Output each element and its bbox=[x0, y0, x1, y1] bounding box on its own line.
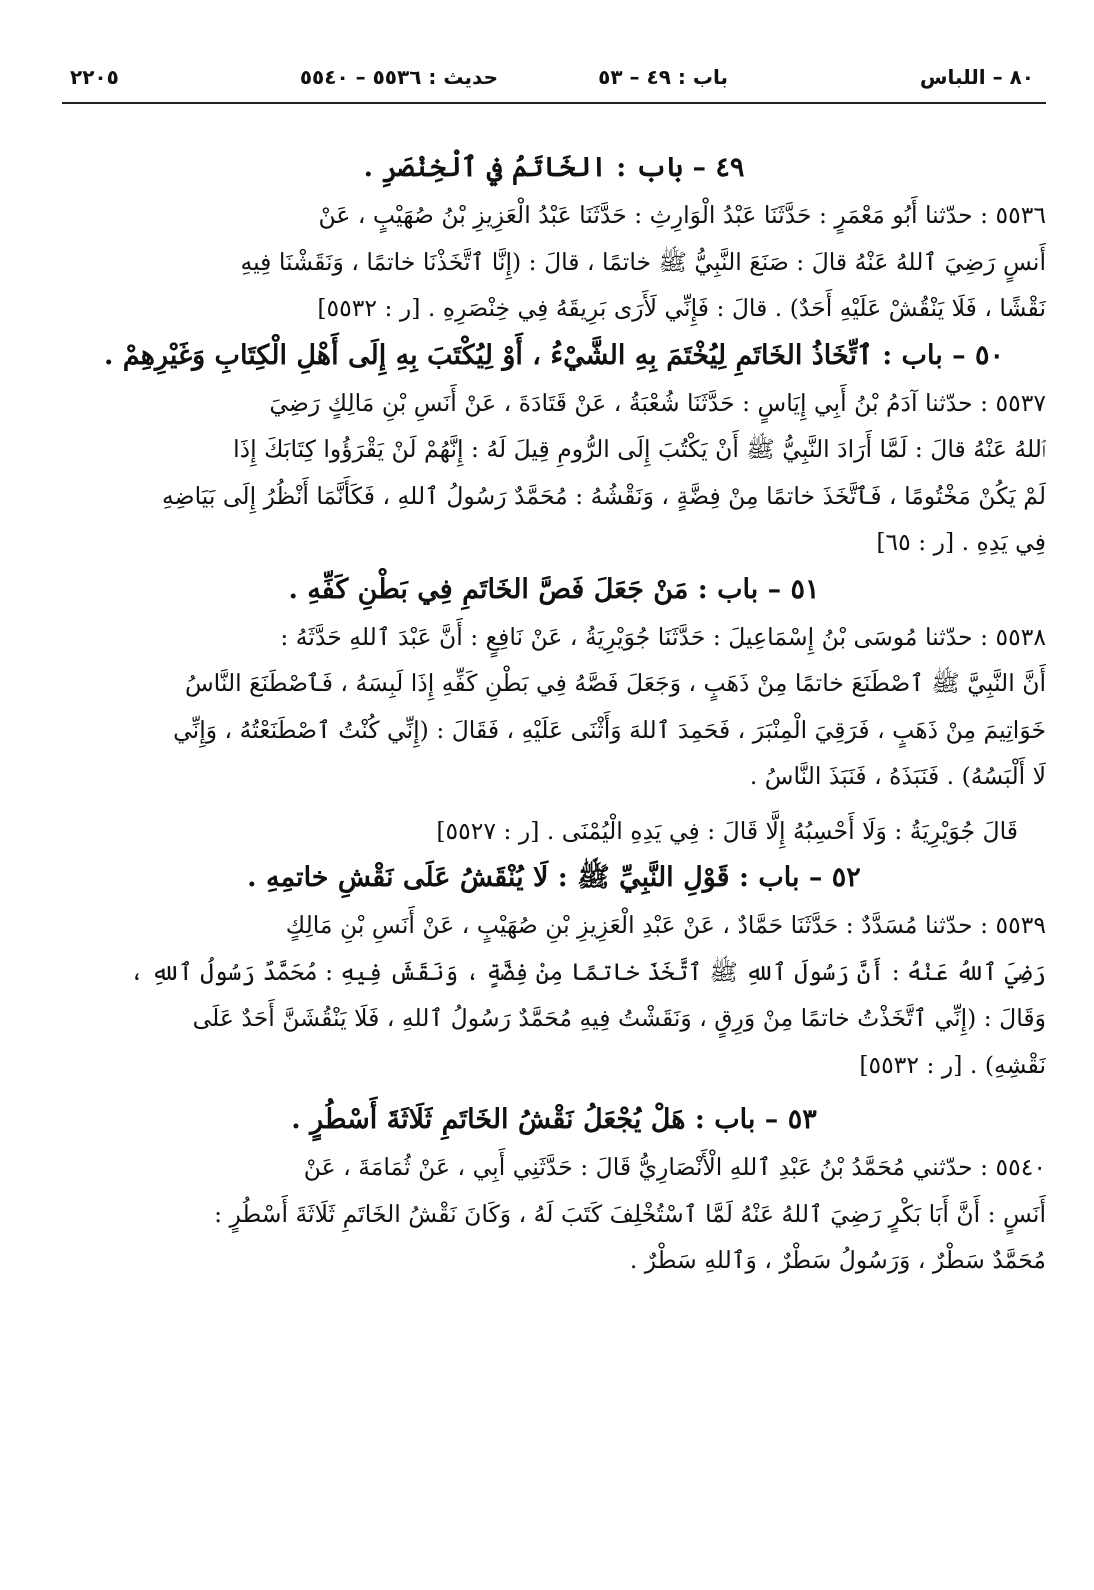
text-line: نَقْشِهِ) . [ر : ٥٥٣٢] bbox=[859, 1050, 1046, 1079]
page-body bbox=[62, 104, 1046, 1284]
text-line: لَمْ يَكُنْ مَخْتُومًا ، فَٱتَّخَذَ خاتمًا مِنْ فِضَّةٍ ، وَنَقْشُهُ : مُحَمَّدٌ رَسُولُ ٱللهِ ، فَكَأَنَّمَا أَنْظُرُ إِلَى بَيَاضِهِ bbox=[162, 481, 1046, 510]
text-line: لَا أَلْبَسُهُ) . فَنَبَذَهُ ، فَنَبَذَ النَّاسُ . bbox=[749, 762, 1046, 790]
header-hadith-range: حديث : ٥٥٣٦ – ٥٥٤٠ bbox=[299, 65, 498, 89]
running-header bbox=[62, 58, 1046, 104]
text-line: نَقْشًا ، فَلَا يَنْقُشْ عَلَيْهِ أَحَدٌ) . قالَ : فَإِنِّي لَأَرَى بَرِيقَهُ فِي خِنْصَرِهِ . [ر : ٥٥٣٢] bbox=[317, 294, 1046, 322]
text-line: أَنسٍ رَضِيَ ٱللهُ عَنْهُ قالَ : صَنَعَ النَّبِيُّ ﷺ خاتمًا ، قالَ : (إِنَّا ٱتَّخَذْنَا خاتمًا ، وَنَقَشْنَا فِيهِ bbox=[240, 247, 1046, 276]
header-chapter-range: باب : ٤٩ – ٥٣ bbox=[598, 65, 728, 89]
chapter-heading-53: ٥٣ – باب : هَلْ يُجْعَلُ نَقْشُ الخَاتَمِ ثَلَاثَةَ أَسْطُرٍ . bbox=[291, 1104, 817, 1135]
text-line: ٥٥٣٧ : حدّثنا آدَمُ بْنُ أَبِي إِيَاسٍ : حَدَّثَنَا شُعْبَةُ ، عَنْ قَتَادَةَ ، عَنْ أَنَسِ بْنِ مَالِكٍ رَضِيَ bbox=[269, 388, 1046, 417]
text-line: فِي يَدِهِ . [ر : ٦٥] bbox=[876, 528, 1046, 556]
text-line: رَضِيَ ٱللهُ عَنْهُ : أَنَّ رَسُولَ ٱللهِ ﷺ ٱتَّخَذَ خاتمًا مِنْ فِضَّةٍ ، وَنَقَشَ فِيهِ : مُحَمَّدٌ رَسُولُ ٱللهِ ، bbox=[130, 957, 1046, 986]
header-page-number: ٢٢٠٥ bbox=[70, 65, 119, 89]
text-line: قَالَ جُوَيْرِيَةُ : وَلَا أَحْسِبُهُ إِلَّا قَالَ : فِي يَدِهِ الْيُمْنَى . [ر : ٥٥٢٧] bbox=[436, 816, 1018, 845]
text-line: ٥٥٤٠ : حدّثني مُحَمَّدُ بْنُ عَبْدِ ٱللهِ الْأَنْصَارِيُّ قَالَ : حَدَّثَنِي أَبِي ، عَنْ ثُمَامَةَ ، عَنْ bbox=[303, 1153, 1046, 1181]
book-page bbox=[62, 58, 1046, 1284]
text-line: ٥٥٣٦ : حدّثنا أَبُو مَعْمَرٍ : حَدَّثَنَا عَبْدُ الْوَارِثِ : حَدَّثَنَا عَبْدُ الْعَزِيزِ بْنُ صُهَيْبٍ ، عَنْ bbox=[318, 201, 1046, 229]
text-line: أَنَسٍ : أَنَّ أَبَا بَكْرٍ رَضِيَ ٱللهُ عَنْهُ لَمَّا ٱسْتُخْلِفَ كَتَبَ لَهُ ، وَكَانَ نَقْشُ الخَاتَمِ ثَلَاثَةَ أَسْطُرٍ : bbox=[214, 1199, 1046, 1228]
text-line: ٥٥٣٩ : حدّثنا مُسَدَّدٌ : حَدَّثَنَا حَمَّادٌ ، عَنْ عَبْدِ الْعَزِيزِ بْنِ صُهَيْبٍ ، عَنْ أَنَسِ بْنِ مَالِكٍ bbox=[285, 911, 1046, 939]
text-line: ٱللهُ عَنْهُ قالَ : لَمَّا أَرَادَ النَّبِيُّ ﷺ أَنْ يَكْتُبَ إِلَى الرُّومِ قِيلَ لَهُ : إِنَّهُمْ لَنْ يَقْرَؤُوا كِتَابَكَ إِذَا bbox=[233, 435, 1046, 463]
text-line: مُحَمَّدٌ سَطْرٌ ، وَرَسُولُ سَطْرٌ ، وَٱللهِ سَطْرٌ . bbox=[629, 1246, 1046, 1274]
hadith-5540 bbox=[62, 1144, 1046, 1284]
chapter-heading-49: ٤٩ – باب : الخَاتَمُ في ٱلْخِنْصَرِ . bbox=[363, 152, 745, 183]
hadith-5536 bbox=[62, 192, 1046, 332]
text-line: خَوَاتِيمَ مِنْ ذَهَبٍ ، فَرَقِيَ الْمِنْبَرَ ، فَحَمِدَ ٱللهَ وَأَثْنَى عَلَيْهِ ، فَقَالَ : (إِنِّي كُنْتُ ٱصْطَنَعْتُهُ ، وَإِنِّي bbox=[173, 715, 1046, 744]
hadith-5538 bbox=[62, 614, 1046, 855]
chapter-heading-50: ٥٠ – باب : ٱتِّخَاذُ الخَاتَمِ لِيُخْتَمَ بِهِ الشَّيْءُ ، أَوْ لِيُكْتَبَ بِهِ إِلَى أَهْلِ الْكِتَابِ وَغَيْرِهِمْ . bbox=[103, 339, 1005, 371]
text-line: أَنَّ النَّبِيَّ ﷺ ٱصْطَنَعَ خاتمًا مِنْ ذَهَبٍ ، وَجَعَلَ فَصَّهُ فِي بَطْنِ كَفِّهِ إِذَا لَبِسَهُ ، فَٱصْطَنَعَ النَّاسُ bbox=[185, 669, 1046, 697]
text-line: ٥٥٣٨ : حدّثنا مُوسَى بْنُ إِسْمَاعِيلَ : حَدَّثَنَا جُوَيْرِيَةُ ، عَنْ نَافِعٍ : أَنَّ عَبْدَ ٱللهِ حَدَّثَهُ : bbox=[280, 622, 1046, 651]
chapter-heading-52: ٥٢ – باب : قَوْلِ النَّبِيِّ ﷺ : لَا يُنْقَشُ عَلَى نَقْشِ خاتمِهِ . bbox=[247, 862, 861, 893]
hadith-5539 bbox=[62, 902, 1046, 1088]
hadith-5537 bbox=[62, 380, 1046, 566]
header-book-title: ٨٠ – اللباس bbox=[919, 65, 1034, 89]
chapter-heading-51: ٥١ – باب : مَنْ جَعَلَ فَصَّ الخَاتَمِ فِي بَطْنِ كَفِّهِ . bbox=[288, 573, 820, 605]
text-line: وَقَالَ : (إِنِّي ٱتَّخَذْتُ خاتمًا مِنْ وَرِقٍ ، وَنَقَشْتُ فِيهِ مُحَمَّدٌ رَسُولُ ٱللهِ ، فَلَا يَنْقُشَنَّ أَحَدٌ عَلَى bbox=[192, 1004, 1046, 1032]
